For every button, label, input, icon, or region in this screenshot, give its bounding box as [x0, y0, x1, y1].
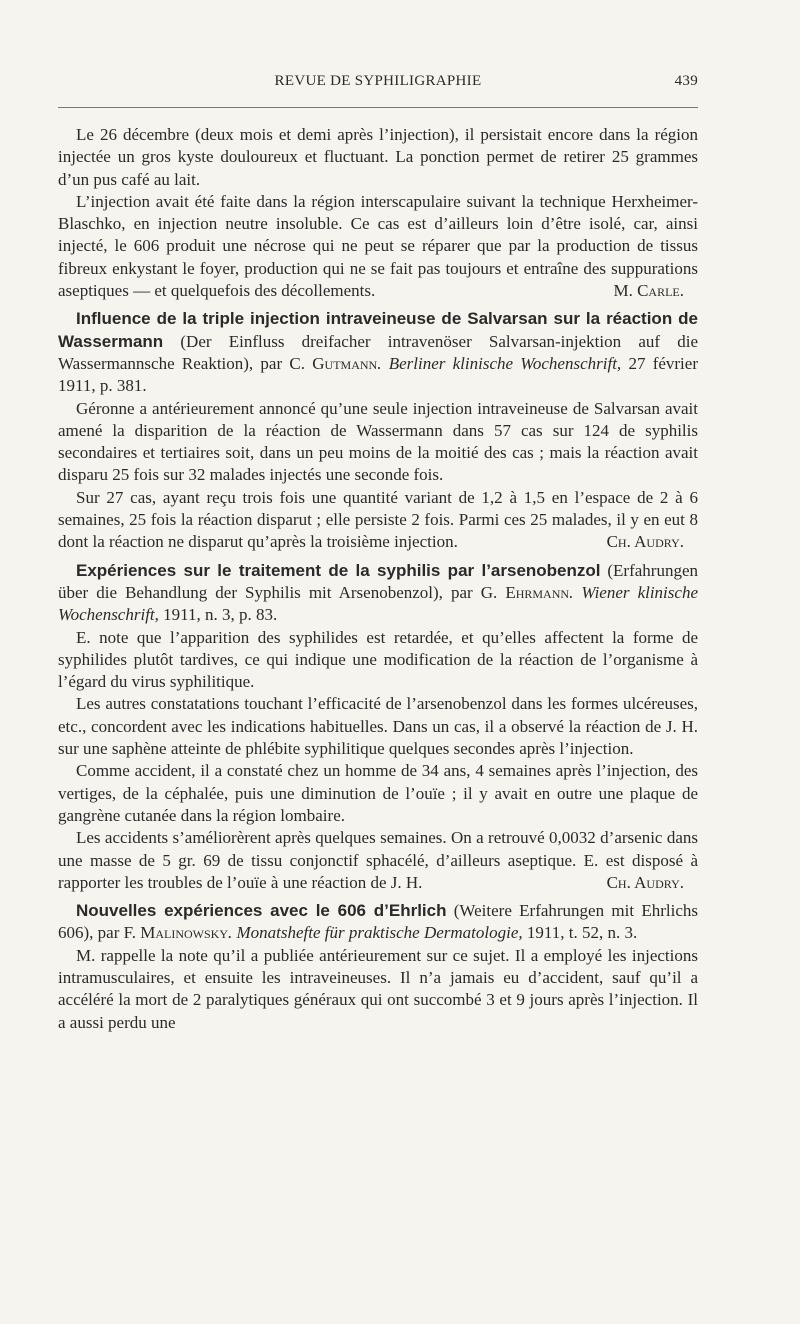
- ehrmann-paragraph-1: E. note que l’apparition des syphilides est retardée, et qu’elles affectent la forme de syphilides plutôt tardives, ce qui indique une modification de la réaction de l’organisme à l’égard du virus syphilitique.: [58, 627, 698, 692]
- page-body: [58, 124, 698, 1034]
- malinowsky-title: Nouvelles expériences avec le 606 d’Ehrlich: [76, 901, 447, 921]
- carle-paragraph-2: [58, 191, 698, 302]
- malinowsky-subtitle: (Weitere Erfahrungen mit Ehrlichs 606), par F.: [58, 901, 698, 943]
- gutmann-author: Gutmann: [312, 353, 378, 373]
- ehrmann-date: 1911, n. 3, p. 83.: [158, 605, 278, 625]
- malinowsky-author: Malinowsky: [140, 923, 228, 943]
- header-rule: [58, 107, 698, 108]
- gutmann-journal: . Berliner klinische Wochenschrift,: [377, 353, 622, 373]
- ehrmann-heading: [58, 560, 698, 627]
- running-header: [58, 73, 698, 95]
- gutmann-date: 27 février 1911, p. 381.: [58, 353, 698, 396]
- ehrmann-journal: . Wiener klinische Wochenschrift,: [58, 582, 698, 625]
- gutmann-paragraph-2: [58, 487, 698, 554]
- page-number: 439: [674, 73, 698, 89]
- gutmann-signature: Ch. Audry.: [606, 532, 684, 552]
- ehrmann-paragraph-4-text: Les accidents s’améliorèrent après quelques semaines. On a retrouvé 0,0032 d’arsenic dans une masse de 5 gr. 69 de tissu conjonctif sphacélé, d’ailleurs aseptique. E. est disposé à rapporter les troubles de l’ouïe à une réaction de J. H.: [58, 828, 698, 892]
- carle-signature: M. Carle.: [613, 281, 684, 301]
- gutmann-heading: [58, 308, 698, 397]
- gutmann-paragraph-1: Géronne a antérieurement annoncé qu’une seule injection intraveineuse de Salvarsan avait amené la disparition de la réaction de Wassermann dans 57 cas sur 124 de syphilis secondaires et tertiaires soit, dans un peu moins de la moitié des cas ; mais la réaction avait disparu 25 fois sur 32 malades injectés une seconde fois.: [58, 398, 698, 485]
- malinowsky-paragraph-1: M. rappelle la note qu’il a publiée antérieurement sur ce sujet. Il a employé les injections intramusculaires, et ensuite les intraveineuses. Il n’a jamais eu d’accident, sauf qu’il a accéléré la mort de 2 paralytiques généraux qui ont succombé 3 et 9 jours après l’injection. Il a aussi perdu une: [58, 945, 698, 1032]
- malinowsky-heading: [58, 900, 698, 945]
- ehrmann-paragraph-2: Les autres constatations touchant l’efficacité de l’arsenobenzol dans les formes ulcéreuses, etc., concordent avec les indications habituelles. Dans un cas, il a observé la réaction de J. H. sur une saphène atteinte de phlébite syphilitique quelques secondes après l’injection.: [58, 694, 698, 759]
- running-title: REVUE DE SYPHILIGRAPHIE: [274, 73, 482, 89]
- ehrmann-subtitle: (Erfahrungen über die Behandlung der Syphilis mit Arsenobenzol), par G.: [58, 560, 699, 602]
- gutmann-subtitle: (Der Einfluss dreifacher intravenöser Salvarsan-injektion auf die Wassermannsche Reaktion), par C.: [58, 331, 698, 373]
- malinowsky-journal: . Monatshefte für praktische Dermatologie,: [228, 923, 523, 943]
- malinowsky-date: 1911, t. 52, n. 3.: [522, 923, 638, 943]
- gutmann-paragraph-2-text: Sur 27 cas, ayant reçu trois fois une quantité variant de 1,2 à 1,5 en l’espace de 2 à 6 semaines, 25 fois la réaction disparut ; elle persiste 2 fois. Parmi ces 25 malades, il y en eut 8 dont la réaction ne disparut qu’après la troisième injection.: [58, 487, 698, 552]
- gutmann-title: Influence de la triple injection intraveineuse de Salvarsan sur la réaction de Wassermann: [58, 309, 698, 351]
- ehrmann-paragraph-3: Comme accident, il a constaté chez un homme de 34 ans, 4 semaines après l’injection, des vertiges, de la céphalée, puis une diminution de l’ouïe ; il y avait en outre une plaque de gangrène cutanée dans la région lombaire.: [58, 761, 698, 825]
- ehrmann-paragraph-4: [58, 827, 698, 894]
- carle-paragraph-1: Le 26 décembre (deux mois et demi après l’injection), il persistait encore dans la région injectée un gros kyste douloureux et fluctuant. La ponction permet de retirer 25 grammes d’un pus café au lait.: [58, 125, 698, 189]
- ehrmann-signature: Ch. Audry.: [606, 872, 684, 892]
- ehrmann-author: Ehrmann: [505, 582, 570, 602]
- carle-paragraph-2-text: L’injection avait été faite dans la région interscapulaire suivant la technique Herxheimer-Blaschko, en injection neutre insoluble. Ce cas est d’ailleurs loin d’être isolé, car, ainsi injecté, le 606 produit une nécrose qui ne peut se réparer que par la production de tissus fibreux enkystant le foyer, production qui ne se fait pas toujours et entraîne des suppurations aseptiques — et quelquefois des décollements.: [58, 191, 698, 301]
- ehrmann-title: Expériences sur le traitement de la syphilis par l’arsenobenzol: [76, 560, 601, 580]
